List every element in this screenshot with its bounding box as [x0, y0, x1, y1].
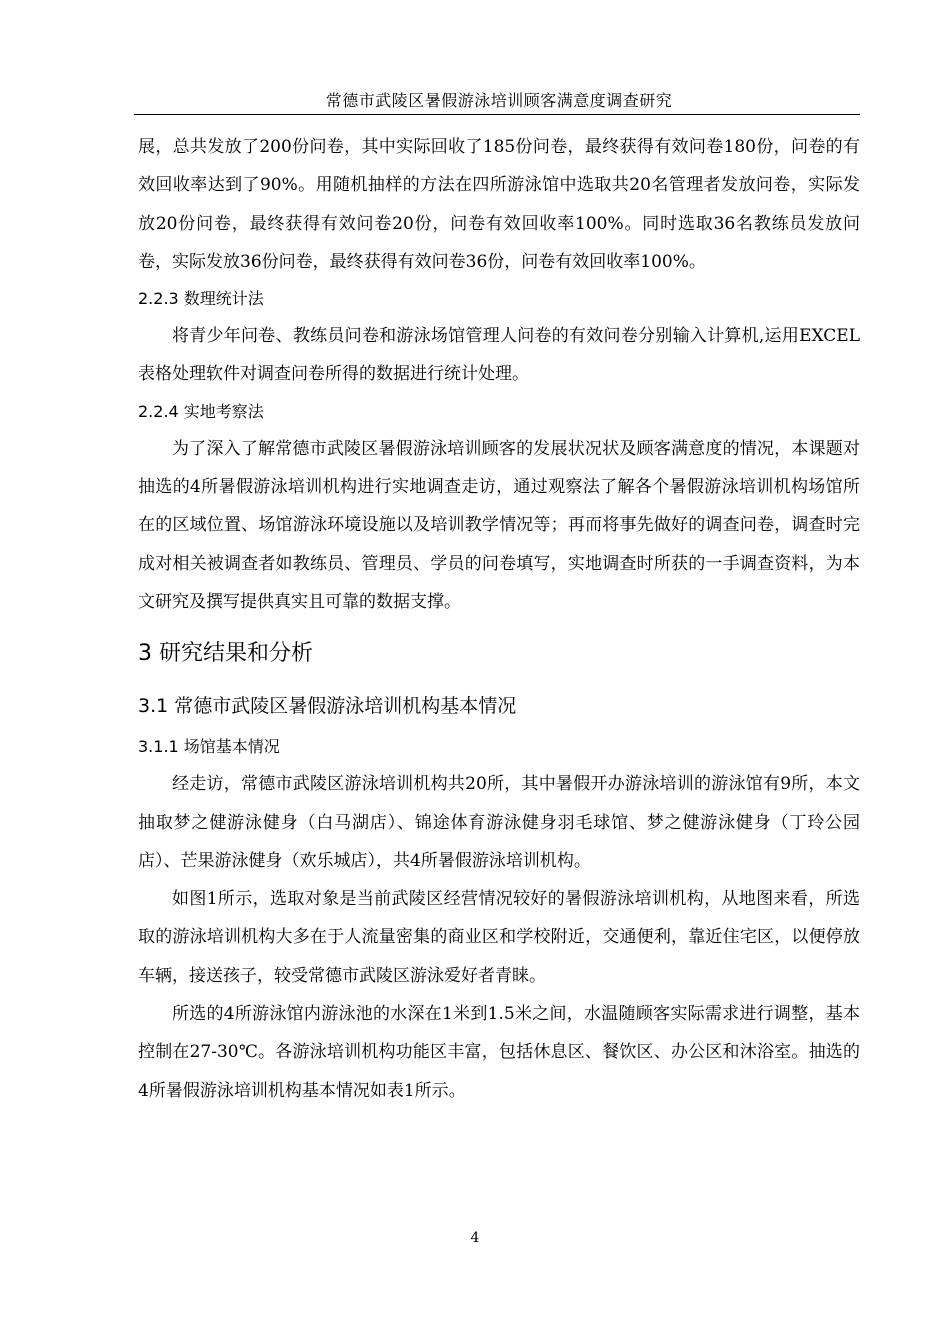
paragraph-3-1-1-b: 如图1所示，选取对象是当前武陵区经营情况较好的暑假游泳培训机构，从地图来看，所选取的游泳培训机构大多在于人流量密集的商业区和学校附近，交通便利，靠近住宅区，以便停放车辆，接送孩子，较受常德市武陵区游泳爱好者青睐。 [138, 889, 860, 986]
heading-2-2-3: 2.2.3 数理统计法 [138, 289, 264, 309]
paragraph-continued: 展，总共发放了200份问卷，其中实际回收了185份问卷，最终获得有效问卷180份，问卷的有效回收率达到了90%。用随机抽样的方法在四所游泳馆中选取共20名管理者发放问卷，实际发放20份问卷，最终获得有效问卷20份，问卷有效回收率100%。同时选取36名教练员发放问卷，实际发放36份问卷，最终获得有效问卷36份，问卷有效回收率100%。 [138, 137, 860, 272]
page-number: 4 [470, 1230, 480, 1246]
paragraph-3-1-1-c: 所选的4所游泳馆内游泳池的水深在1米到1.5米之间，水温随顾客实际需求进行调整，基本控制在27-30℃。各游泳培训机构功能区丰富，包括休息区、餐饮区、办公区和沐浴室。抽选的4所暑假游泳培训机构基本情况如表1所示。 [138, 1004, 860, 1101]
body-content [138, 128, 860, 1110]
heading-3-1-1: 3.1.1 场馆基本情况 [138, 737, 280, 757]
paragraph-2-2-4: 为了深入了解常德市武陵区暑假游泳培训顾客的发展状况状及顾客满意度的情况，本课题对抽选的4所暑假游泳培训机构进行实地调查走访，通过观察法了解各个暑假游泳培训机构场馆所在的区域位置、场馆游泳环境设施以及培训教学情况等；再而将事先做好的调查问卷，调查时完成对相关被调查者如教练员、管理员、学员的问卷填写，实地调查时所获的一手调查资料，为本文研究及撰写提供真实且可靠的数据支撑。 [138, 438, 860, 612]
paragraph-3-1-1-a: 经走访，常德市武陵区游泳培训机构共20所，其中暑假开办游泳培训的游泳馆有9所，本文抽取梦之健游泳健身（白马湖店）、锦途体育游泳健身羽毛球馆、梦之健游泳健身（丁玲公园店）、芒果游泳健身（欢乐城店），共4所暑假游泳培训机构。 [138, 774, 860, 871]
heading-2-2-4: 2.2.4 实地考察法 [138, 401, 264, 421]
header-rule [134, 114, 860, 115]
paragraph-2-2-3: 将青少年问卷、教练员问卷和游泳场馆管理人问卷的有效问卷分别输入计算机,运用EXCEL表格处理软件对调查问卷所得的数据进行统计处理。 [138, 326, 860, 385]
heading-3-1: 3.1 常德市武陵区暑假游泳培训机构基本情况 [138, 695, 517, 718]
heading-3: 3 研究结果和分析 [138, 641, 313, 667]
running-header: 常德市武陵区暑假游泳培训顾客满意度调查研究 [325, 91, 673, 110]
